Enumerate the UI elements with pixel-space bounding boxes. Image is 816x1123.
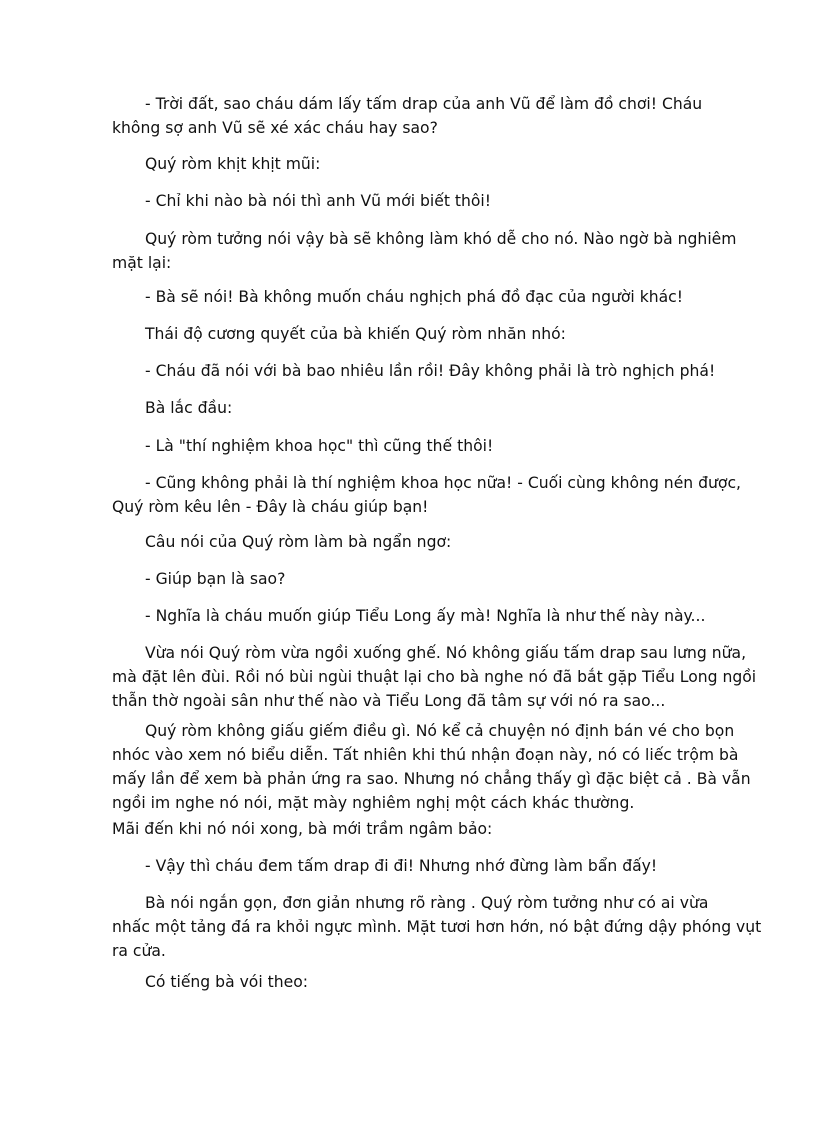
paragraph-7 [112,359,716,383]
text-line: - Giúp bạn là sao? [145,570,286,588]
paragraph-3 [112,189,712,213]
paragraph-16 [112,817,712,841]
text-line: Câu nói của Quý ròm làm bà ngẩn ngơ: [145,533,452,551]
text-line: nhấc một tảng đá ra khỏi ngực mình. Mặt tươi hơn hớn, nó bật đứng dậy phóng vụt [112,918,762,936]
paragraph-2 [112,152,712,176]
paragraph-17 [112,854,712,878]
text-line: - Nghĩa là cháu muốn giúp Tiểu Long ấy mà! Nghĩa là như thế này này... [145,607,706,625]
paragraph-14 [112,641,757,713]
text-line: Bà nói ngắn gọn, đơn giản nhưng rõ ràng . Quý ròm tưởng như có ai vừa [145,894,709,912]
text-line: Quý ròm tưởng nói vậy bà sẽ không làm khó dễ cho nó. Nào ngờ bà nghiêm [145,230,737,248]
paragraph-5 [112,285,712,309]
paragraph-15 [112,719,751,815]
text-line: Vừa nói Quý ròm vừa ngồi xuống ghế. Nó không giấu tấm drap sau lưng nữa, [145,644,747,662]
text-line: - Là "thí nghiệm khoa học" thì cũng thế thôi! [145,437,494,455]
text-line: mặt lại: [112,254,172,272]
text-line: Quý ròm kêu lên - Đây là cháu giúp bạn! [112,498,429,516]
text-line: Bà lắc đầu: [145,399,233,417]
paragraph-8 [112,396,712,420]
paragraph-1 [112,92,712,140]
paragraph-13 [112,604,712,628]
paragraph-12 [112,567,712,591]
paragraph-11 [112,530,712,554]
text-line: ngồi im nghe nó nói, mặt mày nghiêm nghị một cách khác thường. [112,794,635,812]
text-line: không sợ anh Vũ sẽ xé xác cháu hay sao? [112,119,438,137]
text-line: - Cháu đã nói với bà bao nhiêu lần rồi! Đây không phải là trò nghịch phá! [145,362,716,380]
paragraph-6 [112,322,712,346]
text-line: Mãi đến khi nó nói xong, bà mới trầm ngâm bảo: [112,820,493,838]
text-line: mà đặt lên đùi. Rồi nó bùi ngùi thuật lại cho bà nghe nó đã bắt gặp Tiểu Long ngồi [112,668,757,686]
text-line: - Bà sẽ nói! Bà không muốn cháu nghịch phá đồ đạc của người khác! [145,288,683,306]
text-line: - Chỉ khi nào bà nói thì anh Vũ mới biết thôi! [145,192,492,210]
text-line: Quý ròm khịt khịt mũi: [145,155,321,173]
text-line: thẫn thờ ngoài sân như thế nào và Tiểu Long đã tâm sự với nó ra sao... [112,692,666,710]
paragraph-10 [112,471,741,519]
text-line: ra cửa. [112,942,166,960]
text-line: Thái độ cương quyết của bà khiến Quý ròm nhăn nhó: [145,325,566,343]
text-line: - Vậy thì cháu đem tấm drap đi đi! Nhưng nhớ đừng làm bẩn đấy! [145,857,658,875]
text-line: nhóc vào xem nó biểu diễn. Tất nhiên khi thú nhận đoạn này, nó có liếc trộm bà [112,746,739,764]
text-line: mấy lần để xem bà phản ứng ra sao. Nhưng nó chẳng thấy gì đặc biệt cả . Bà vẫn [112,770,751,788]
paragraph-4 [112,227,737,275]
text-line: Quý ròm không giấu giếm điều gì. Nó kể cả chuyện nó định bán vé cho bọn [145,722,735,740]
paragraph-19 [112,970,712,994]
paragraph-9 [112,434,712,458]
paragraph-18 [112,891,762,963]
text-line: Có tiếng bà vói theo: [145,973,309,991]
text-line: - Trời đất, sao cháu dám lấy tấm drap của anh Vũ để làm đồ chơi! Cháu [145,95,703,113]
text-line: - Cũng không phải là thí nghiệm khoa học nữa! - Cuối cùng không nén được, [145,474,741,492]
